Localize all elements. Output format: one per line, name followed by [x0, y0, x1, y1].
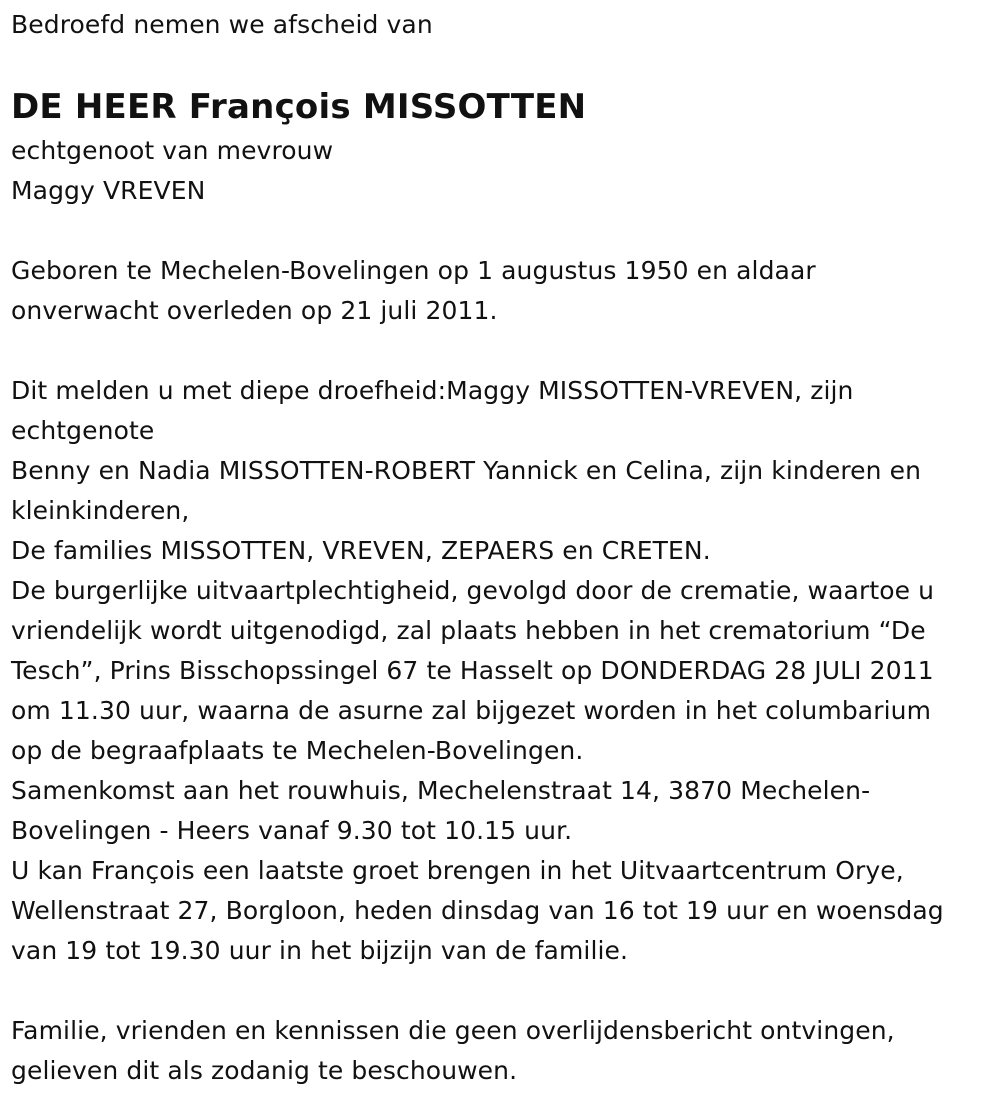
paragraph-line: De families MISSOTTEN, VREVEN, ZEPAERS en CRETEN.	[11, 536, 711, 565]
gathering-paragraph	[11, 771, 990, 851]
paragraph-line: van 19 tot 19.30 uur in het bijzijn van de familie.	[11, 936, 629, 965]
paragraph-spacer	[11, 211, 990, 251]
visitation-paragraph	[11, 851, 990, 971]
intro-text: Bedroefd nemen we afscheid van	[11, 10, 433, 39]
paragraph-line: echtgenote	[11, 416, 155, 445]
paragraph-line: De burgerlijke uitvaartplechtigheid, gevolgd door de crematie, waartoe u	[11, 576, 935, 605]
paragraph-line: om 11.30 uur, waarna de asurne zal bijgezet worden in het columbarium	[11, 696, 932, 725]
paragraph-line: Tesch”, Prins Bisschopssingel 67 te Hasselt op DONDERDAG 28 JULI 2011	[11, 656, 934, 685]
paragraph-line: Familie, vrienden en kennissen die geen overlijdensbericht ontvingen,	[11, 1016, 895, 1045]
paragraph-line: Dit melden u met diepe droefheid:Maggy MISSOTTEN-VREVEN, zijn	[11, 376, 854, 405]
closing-paragraph	[11, 1011, 990, 1091]
mourners-paragraph	[11, 371, 990, 571]
paragraph-line: onverwacht overleden op 21 juli 2011.	[11, 296, 498, 325]
paragraph-line: Wellenstraat 27, Borgloon, heden dinsdag van 16 tot 19 uur en woensdag	[11, 896, 944, 925]
paragraph-line: Benny en Nadia MISSOTTEN-ROBERT Yannick en Celina, zijn kinderen en	[11, 456, 922, 485]
paragraph-line: Samenkomst aan het rouwhuis, Mechelenstraat 14, 3870 Mechelen-	[11, 776, 871, 805]
birth-death-paragraph	[11, 251, 990, 331]
paragraph-spacer	[11, 331, 990, 371]
spouse-line: echtgenoot van mevrouw	[11, 136, 334, 165]
paragraph-spacer	[11, 971, 990, 1011]
paragraph-line: vriendelijk wordt uitgenodigd, zal plaats hebben in het crematorium “De	[11, 616, 926, 645]
spouse-name: Maggy VREVEN	[11, 176, 206, 205]
deceased-name: DE HEER François MISSOTTEN	[11, 87, 587, 127]
paragraph-line: Bovelingen - Heers vanaf 9.30 tot 10.15 uur.	[11, 816, 573, 845]
paragraph-line: Geboren te Mechelen-Bovelingen op 1 augustus 1950 en aldaar	[11, 256, 816, 285]
paragraph-line: op de begraafplaats te Mechelen-Bovelingen.	[11, 736, 584, 765]
paragraph-line: gelieven dit als zodanig te beschouwen.	[11, 1056, 518, 1085]
paragraph-line: kleinkinderen,	[11, 496, 190, 525]
paragraph-line: U kan François een laatste groet brengen in het Uitvaartcentrum Orye,	[11, 856, 904, 885]
ceremony-paragraph	[11, 571, 990, 771]
